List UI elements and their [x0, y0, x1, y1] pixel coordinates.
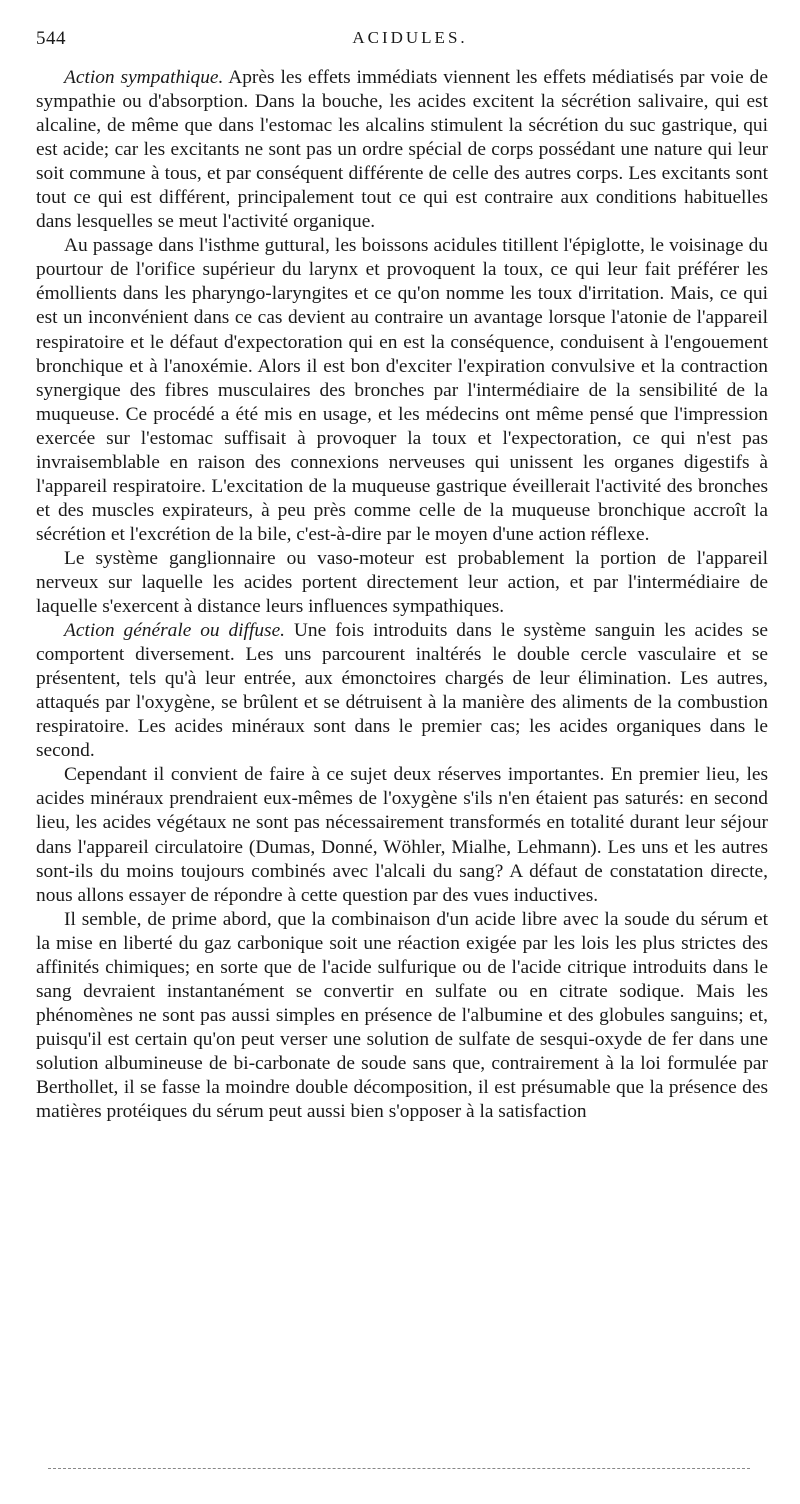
paragraph-text: Une fois introduits dans le système sanguin les acides se comportent diversement. Les uns parcourent inaltérés le double cercle vasculaire et se présentent, tels qu'à leur entrée, aux émonctoires chargés de leur élimination. Les autres, attaqués par l'oxygène, se brûlent et se détruisent à la manière des aliments de la combustion respiratoire. Les acides minéraux sont dans le premier cas; les acides organiques dans le second.	[36, 620, 768, 762]
page-number: 544	[36, 28, 66, 49]
paragraph-isthme-guttural	[36, 234, 768, 547]
body-text	[36, 66, 768, 1124]
footer-rule	[48, 1468, 750, 1469]
paragraph-reserves	[36, 763, 768, 907]
section-heading-action-generale: Action générale ou diffuse.	[64, 620, 286, 642]
paragraph-text: Cependant il convient de faire à ce sujet deux réserves importantes. En premier lieu, les acides minéraux prendraient eux-mêmes de l'oxygène s'ils n'en étaient pas saturés: en second lieu, les acides végétaux ne sont pas nécessairement transformés en totalité durant leur séjour dans l'appareil circulatoire (Dumas, Donné, Wöhler, Mialhe, Lehmann). Les uns et les autres sont-ils du moins toujours combinés avec l'alcali du sang? A défaut de constatation directe, nous allons essayer de répondre à cette question par des vues inductives.	[36, 764, 768, 906]
section-heading-action-sympathique: Action sympathique.	[64, 67, 224, 88]
paragraph-text: Le système ganglionnaire ou vaso-moteur est probablement la portion de l'appareil nerveux sur laquelle les acides portent directement leur action, et par l'intermédiaire de laquelle s'exercent à distance leurs influences sympathiques.	[36, 547, 768, 618]
paragraph-action-sympathique	[36, 66, 768, 234]
paragraph-action-generale	[36, 619, 768, 763]
paragraph-systeme-ganglionnaire	[36, 547, 768, 619]
paragraph-text: Après les effets immédiats viennent les effets médiatisés par voie de sympathie ou d'absorption. Dans la bouche, les acides excitent la sécrétion salivaire, qui est alcaline, de même que dans l'estomac les alcalins stimulent la sécrétion du suc gastrique, qui est acide; car les excitants ne sont pas un ordre spécial de corps possédant une nature qui leur soit commune à tous, et par conséquent différente de celle des autres corps. Les excitants sont tout ce qui est différent, principalement tout ce qui est contraire aux conditions habituelles dans lesquelles se meut l'activité organique.	[36, 67, 768, 233]
running-title: ACIDULES.	[352, 28, 468, 47]
paragraph-text: Au passage dans l'isthme guttural, les boissons acidules titillent l'épiglotte, le voisinage du pourtour de l'orifice supérieur du larynx et provoquent la toux, ce qui leur fait préférer les émollients dans les pharyngo-laryngites et ce qu'on nomme les toux d'irritation. Mais, ce qui est un inconvénient dans ce cas devient au contraire un avantage lorsque l'atonie de l'appareil respiratoire et le défaut d'expectoration qui en est la conséquence, conduisent à l'engouement bronchique et à l'anoxémie. Alors il est bon d'exciter l'expiration convulsive et la contraction synergique des fibres musculaires des bronches par l'intermédiaire de la sensibilité de la muqueuse. Ce procédé a été mis en usage, et les médecins ont même pensé que l'impression exercée sur l'estomac suffisait à provoquer la toux et l'expectoration, ce qui n'est pas invraisemblable en raison des connexions nerveuses qui unissent les organes digestifs à l'appareil respiratoire. L'excitation de la muqueuse gastrique éveillerait l'activité des bronches et des muscles expirateurs, à peu près comme celle de la muqueuse bronchique accroît la sécrétion et l'excrétion de la bile, c'est-à-dire par le moyen d'une action réflexe.	[36, 235, 768, 545]
paragraph-combinaison	[36, 908, 768, 1124]
page-header	[36, 28, 764, 56]
paragraph-text: Il semble, de prime abord, que la combinaison d'un acide libre avec la soude du sérum et la mise en liberté du gaz carbonique soit une réaction exigée par les lois les plus strictes des affinités chimiques; en sorte que de l'acide sulfurique ou de l'acide citrique introduits dans le sang devraient instantanément se convertir en sulfate ou en citrate sodique. Mais les phénomènes ne sont pas aussi simples en présence de l'albumine et des globules sanguins; et, puisqu'il est certain qu'on peut verser une solution de sulfate de sesqui-oxyde de fer dans une solution albumineuse de bi-carbonate de soude sans que, contrairement à la loi formulée par Berthollet, il se fasse la moindre double décomposition, il est présumable que la présence des matières protéiques du sérum peut aussi bien s'opposer à la satisfaction	[36, 908, 768, 1123]
